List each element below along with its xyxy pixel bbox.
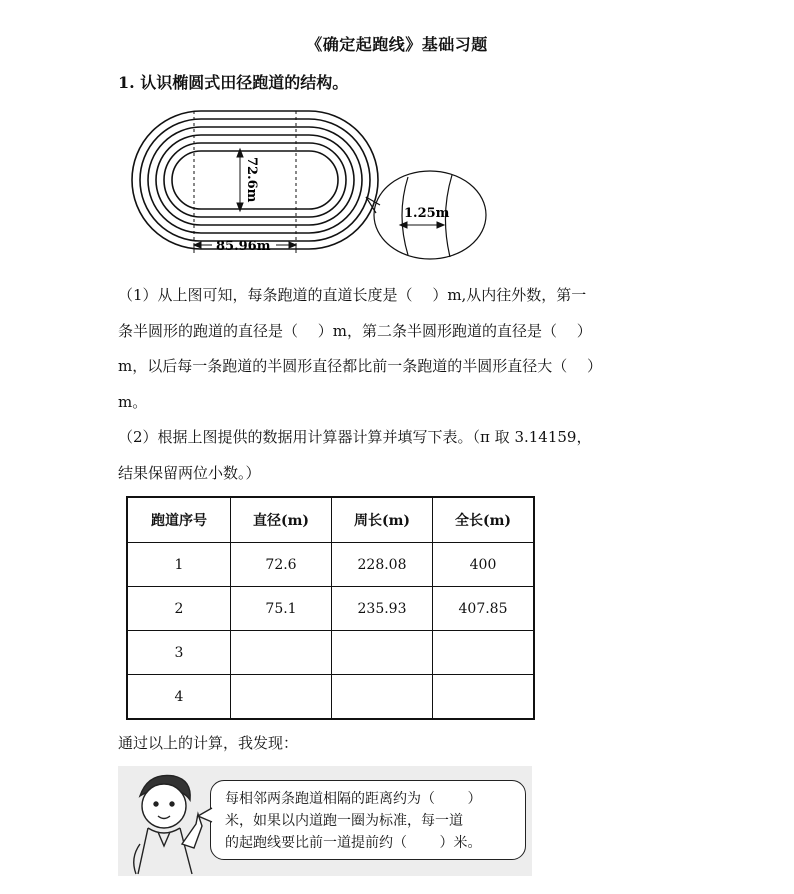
- speech-bubble-tail: [196, 806, 216, 826]
- straight-length-label: 85.96m: [216, 239, 271, 254]
- table-row: [127, 631, 534, 675]
- lane-width-arrow: [400, 222, 444, 228]
- table-cell: 400: [433, 543, 535, 587]
- table-cell: 75.1: [231, 587, 332, 631]
- part-1-line-2: 条半圆形的跑道的直径是（ ）m，第二条半圆形跑道的直径是（ ）: [118, 321, 592, 340]
- table-row: [127, 543, 534, 587]
- table-row: [127, 675, 534, 720]
- lane-width-label: 1.25m: [404, 206, 450, 221]
- part-2-line-1: （2）根据上图提供的数据用计算器计算并填写下表。（π 取 3.14159，: [118, 428, 592, 446]
- bubble-line-2: 米，如果以内道跑一圈为标准，每一道: [225, 813, 463, 829]
- table-header-cell: 全长(m): [433, 497, 535, 543]
- table-header-cell: 周长(m): [332, 497, 433, 543]
- table-cell: 2: [127, 587, 231, 631]
- table-header-cell: 直径(m): [231, 497, 332, 543]
- part-1-paragraph: [118, 278, 688, 420]
- diameter-arrow: [237, 149, 243, 211]
- table-header-row: [127, 497, 534, 543]
- bubble-line-3: 的起跑线要比前一道提前约（ ）米。: [225, 835, 482, 851]
- part-1-line-3: m，以后每一条跑道的半圆形直径都比前一条跑道的半圆形直径大（ ）: [118, 357, 602, 375]
- table-cell: [332, 675, 433, 720]
- table-header-cell: 跑道序号: [127, 497, 231, 543]
- speech-bubble-text: [225, 788, 523, 854]
- table-cell: [231, 631, 332, 675]
- table-cell: 407.85: [433, 587, 535, 631]
- table-row: [127, 587, 534, 631]
- part-2-line-2: 结果保留两位小数。）: [118, 463, 261, 482]
- table-cell: [433, 675, 535, 720]
- diameter-label: 72.6m: [244, 157, 259, 203]
- part-1-line-1: （1）从上图可知，每条跑道的直道长度是（ ）m,从内往外数，第一: [118, 286, 587, 304]
- table-cell: 4: [127, 675, 231, 720]
- part-2-paragraph: [118, 420, 688, 491]
- speech-bubble: [210, 780, 526, 860]
- bubble-line-1: 每相邻两条跑道相隔的距离约为（ ）: [225, 791, 482, 807]
- track-diagram: [128, 105, 488, 265]
- table-cell: 235.93: [332, 587, 433, 631]
- cartoon-panel: [118, 766, 532, 876]
- question-1-heading: 1. 认识椭圆式田径跑道的结构。: [118, 73, 349, 92]
- part-1-line-4: m。: [118, 392, 148, 411]
- table-cell: [332, 631, 433, 675]
- table-cell: 3: [127, 631, 231, 675]
- table-cell: [231, 675, 332, 720]
- page-title: 《确定起跑线》基础习题: [306, 35, 488, 54]
- discovery-label: 通过以上的计算，我发现：: [118, 734, 299, 752]
- table-cell: 228.08: [332, 543, 433, 587]
- lane-data-table: [126, 496, 535, 720]
- table-cell: 1: [127, 543, 231, 587]
- table-cell: 72.6: [231, 543, 332, 587]
- table-cell: [433, 631, 535, 675]
